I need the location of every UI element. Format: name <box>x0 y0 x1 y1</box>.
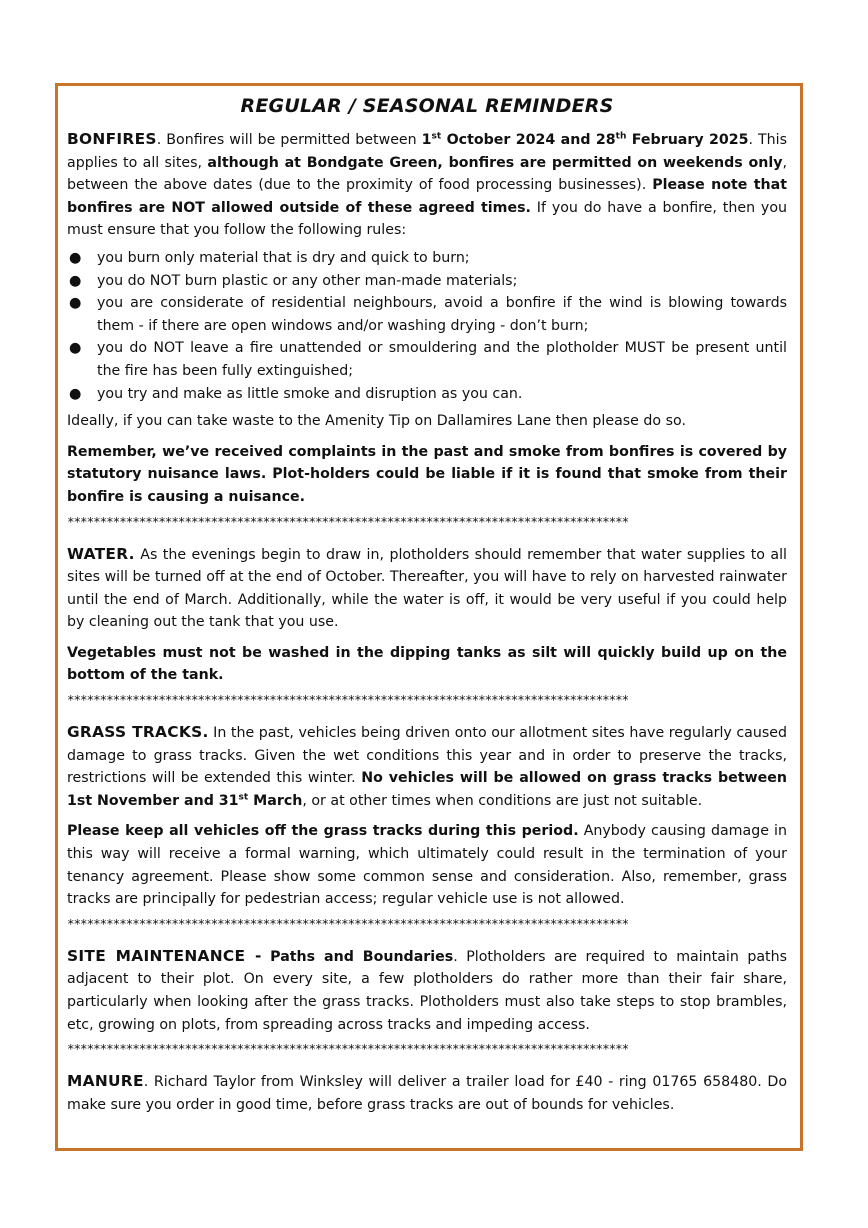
bonfires-text-a: . Bonfires will be permitted between <box>156 132 422 148</box>
grass-restriction-text: No vehicles will be allowed on grass tracks between 1st November and 31 <box>67 770 787 809</box>
notice-content <box>67 92 787 1116</box>
site-maintenance-paragraph <box>67 945 787 1036</box>
site-maintenance-heading: SITE MAINTENANCE - <box>67 946 262 965</box>
list-item <box>67 247 787 270</box>
list-item <box>67 270 787 293</box>
bonfires-text-b: . This applies to all sites, <box>67 132 787 171</box>
date1-rest: October 2024 and 28 <box>441 132 616 148</box>
rule-text: you do NOT leave a fire unattended or smouldering and the plotholder MUST be present until the fire has been fully extinguished; <box>97 340 787 379</box>
bonfires-text-d: If you do have a bonfire, then you must ensure that you follow the following rules: <box>67 199 787 239</box>
date2-rest: February 2025 <box>626 132 749 148</box>
rule-text: you are considerate of residential neighbours, avoid a bonfire if the wind is blowing towards them - if there are open windows and/or washing drying - don’t burn; <box>97 295 787 334</box>
vegetables-text: Vegetables must not be washed in the dipping tanks as silt will quickly build up on the bottom of the tank. <box>67 644 787 684</box>
grass-warning-paragraph <box>67 820 787 910</box>
date1-sup: st <box>431 131 442 142</box>
date2-sup: th <box>615 131 627 142</box>
divider: ************************************************************************************** <box>67 692 629 708</box>
date1-num: 1 <box>421 132 432 148</box>
water-heading: WATER. <box>67 544 135 563</box>
vegetables-paragraph <box>67 642 787 687</box>
complaints-text: Remember, we’ve received complaints in the past and smoke from bonfires is covered by statutory nuisance laws. Plot-holders could be liable if it is found that smoke from their bonfire is causing a nuisance. <box>67 443 787 505</box>
grass-tracks-heading: GRASS TRACKS. <box>67 723 209 742</box>
grass-tracks-paragraph <box>67 721 787 812</box>
notice-frame <box>55 83 803 1151</box>
page-title: REGULAR / SEASONAL REMINDERS <box>240 95 614 117</box>
water-text: As the evenings begin to draw in, plotholders should remember that water supplies to all sites will be turned off at the end of October. Thereafter, you will have to rely on harvested rainwater until the end of March. Additionally, while the water is off, it would be very useful if you could help by cleaning out the tank that you use. <box>67 546 787 631</box>
bonfire-rules-list <box>67 247 787 405</box>
grass-text-a: In the past, vehicles being driven onto our allotment sites have regularly caused damage to grass tracks. Given the wet conditions this year and in order to preserve the tracks, restrictions will be extended this winter. <box>67 725 787 787</box>
bullet-icon: ● <box>69 249 82 266</box>
bonfires-heading: BONFIRES <box>67 130 157 148</box>
grass-warning-text: Anybody causing damage in this way will receive a formal warning, which ultimately could result in the termination of your tenancy agreement. Please show some common sense and consideration. Also, remember, grass tracks are principally for pedestrian access; regular vehicle use is not allowed. <box>67 823 787 908</box>
manure-heading: MANURE <box>67 1072 144 1091</box>
bonfires-text-c: , between the above dates (due to the proximity of food processing businesses). <box>67 154 787 194</box>
rule-text: you burn only material that is dry and quick to burn; <box>97 249 470 266</box>
bullet-icon: ● <box>69 295 82 312</box>
bonfires-bondgate-note: although at Bondgate Green, bonfires are permitted on weekends only <box>207 154 783 171</box>
grass-text-b: , or at other times when conditions are just not suitable. <box>302 792 703 809</box>
water-paragraph <box>67 543 787 634</box>
divider: ************************************************************************************** <box>67 513 629 529</box>
site-maintenance-subheading: Paths and Boundaries <box>270 948 454 965</box>
site-maintenance-text: . Plotholders are required to maintain paths adjacent to their plot. On every site, a few plotholders do rather more than their fair share, particularly when looking after the grass tracks. Plotholders must also take steps to stop brambles, etc, growing on plots, from spreading across tracks and impeding access. <box>67 948 788 1033</box>
bullet-icon: ● <box>69 340 82 357</box>
grass-restriction-end: March <box>248 792 303 809</box>
list-item <box>67 292 787 337</box>
amenity-tip-paragraph: Ideally, if you can take waste to the Amenity Tip on Dallamires Lane then please do so. <box>67 413 686 430</box>
bonfires-paragraph <box>67 128 787 242</box>
rule-text: you do NOT burn plastic or any other man-made materials; <box>97 272 518 289</box>
bonfires-dates <box>422 132 749 148</box>
divider: ************************************************************************************** <box>67 915 629 931</box>
manure-text: . Richard Taylor from Winksley will deliver a trailer load for £40 - ring 01765 658480. Do make sure you order in good time, before grass tracks are out of bounds for vehicles. <box>67 1074 787 1113</box>
list-item <box>67 383 787 406</box>
bullet-icon: ● <box>69 385 82 402</box>
bullet-icon: ● <box>69 272 82 289</box>
rule-text: you try and make as little smoke and disruption as you can. <box>97 385 523 402</box>
grass-restriction-sup: st <box>238 792 249 803</box>
grass-warning-bold: Please keep all vehicles off the grass tracks during this period. <box>67 823 579 840</box>
manure-paragraph <box>67 1070 787 1116</box>
complaints-paragraph <box>67 441 787 509</box>
bonfires-warning: Please note that bonfires are NOT allowed outside of these agreed times. <box>67 177 787 216</box>
divider: ************************************************************************************** <box>67 1041 629 1057</box>
list-item <box>67 337 787 382</box>
